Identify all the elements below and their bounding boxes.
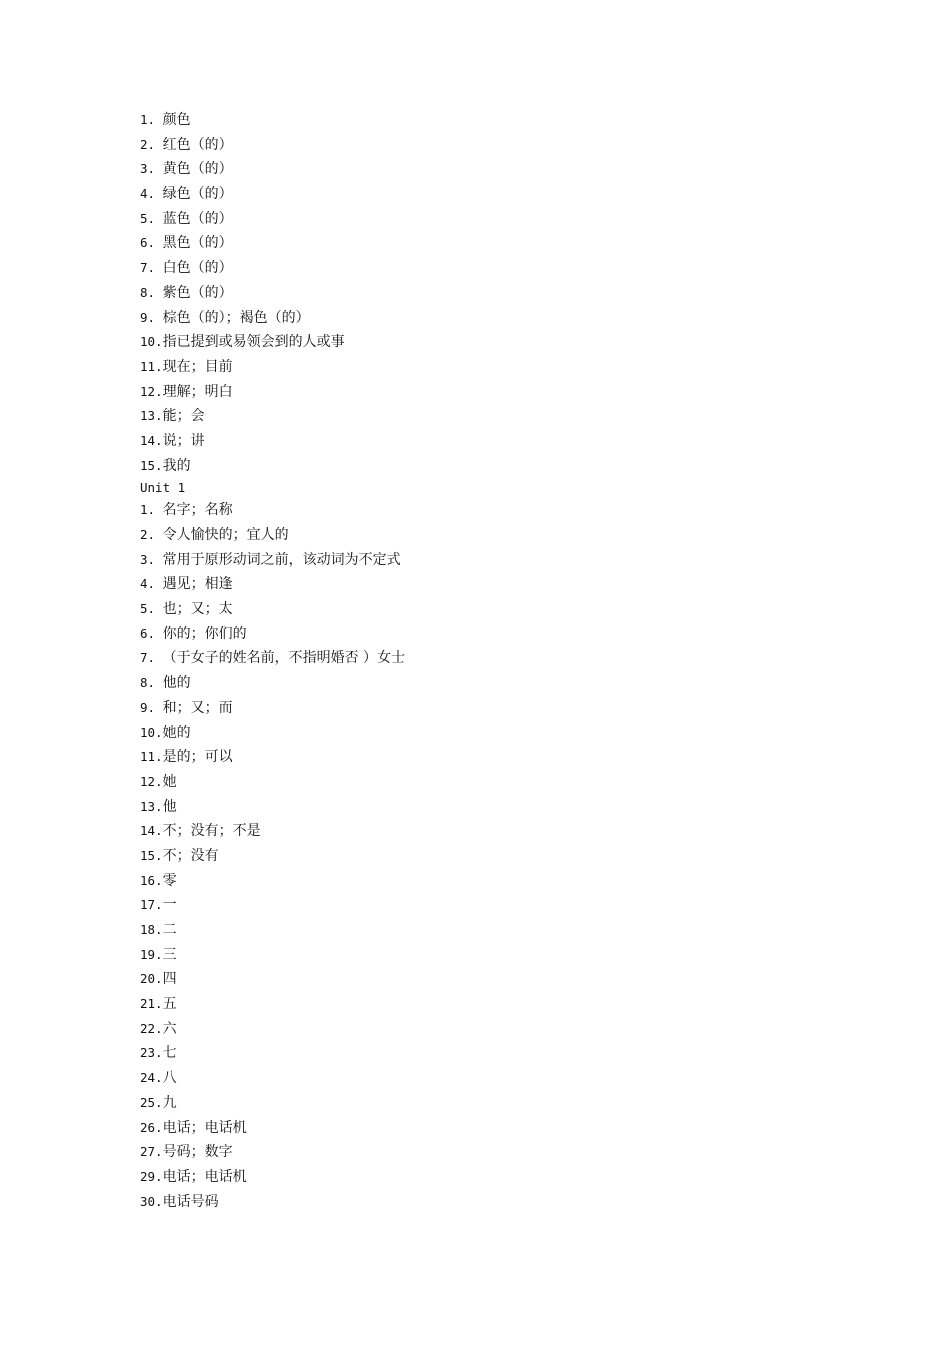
- list-item: [140, 1116, 405, 1141]
- item-text: 黑色（的）: [162, 235, 233, 252]
- list-item: [140, 1017, 405, 1042]
- item-text: 你的；你们的: [162, 625, 247, 642]
- item-text: 号码；数字: [162, 1144, 233, 1161]
- item-number: 10.: [140, 334, 163, 350]
- item-number: 3.: [140, 551, 163, 567]
- list-item: [140, 1041, 405, 1066]
- item-number: 2.: [140, 527, 163, 542]
- item-text: 理解；明白: [162, 383, 233, 400]
- item-number: 3.: [140, 161, 163, 177]
- list-item: [140, 770, 405, 795]
- item-text: 指已提到或易领会到的人或事: [162, 334, 345, 351]
- item-number: 4.: [140, 576, 163, 592]
- item-text: 六: [162, 1020, 177, 1037]
- item-text: （于女子的姓名前，不指明婚否 ）女士: [162, 650, 406, 667]
- item-text: 常用于原形动词之前，该动词为不定式: [162, 551, 401, 568]
- list-item: [140, 108, 405, 133]
- item-text: 能；会: [162, 408, 205, 425]
- item-text: 三: [162, 946, 177, 963]
- item-text: 紫色（的）: [162, 284, 233, 301]
- item-number: 6.: [140, 625, 163, 641]
- list-item: [140, 795, 405, 820]
- list-item: [140, 207, 405, 232]
- list-item: [140, 1190, 405, 1215]
- item-number: 2.: [140, 136, 163, 152]
- list-item: [140, 967, 405, 992]
- item-number: 24.: [140, 1070, 163, 1086]
- item-text: 红色（的）: [162, 136, 233, 153]
- list-item: [140, 523, 405, 548]
- item-number: 8.: [140, 284, 163, 300]
- item-text: 和；又；而: [162, 699, 233, 716]
- item-number: 14.: [140, 823, 163, 839]
- item-number: 29.: [140, 1168, 163, 1184]
- item-text: 遇见；相逢: [162, 576, 233, 593]
- list-item: [140, 943, 405, 968]
- item-number: 7.: [140, 650, 163, 666]
- item-number: 23.: [140, 1045, 163, 1061]
- item-text: 九: [162, 1094, 177, 1111]
- item-number: 25.: [140, 1094, 163, 1110]
- list-item: [140, 330, 405, 355]
- item-number: 13.: [140, 798, 163, 814]
- item-text: 八: [162, 1070, 177, 1087]
- list-item: [140, 622, 405, 647]
- list-item: [140, 380, 405, 405]
- item-text: 名字；名称: [162, 502, 233, 519]
- list-item: [140, 306, 405, 331]
- item-text: 不；没有: [162, 847, 219, 864]
- item-number: 7.: [140, 260, 163, 276]
- item-text: 颜色: [162, 112, 191, 128]
- list-item: [140, 646, 405, 671]
- list-item: [140, 1140, 405, 1165]
- item-number: 4.: [140, 186, 163, 202]
- item-text: 电话；电话机: [162, 1168, 247, 1185]
- item-text: 他的: [162, 675, 191, 692]
- list-item: [140, 454, 405, 479]
- item-number: 26.: [140, 1119, 163, 1135]
- item-text: 我的: [162, 457, 191, 474]
- item-number: 10.: [140, 724, 163, 740]
- item-number: 11.: [140, 358, 163, 374]
- list-item: [140, 844, 405, 869]
- list-item: [140, 256, 405, 281]
- item-text: 他: [162, 798, 177, 815]
- item-number: 19.: [140, 946, 163, 962]
- item-number: 1.: [140, 502, 163, 518]
- item-number: 9.: [140, 699, 163, 715]
- unit-heading: Unit 1: [140, 480, 186, 496]
- vocab-list-section-2: [140, 498, 405, 1214]
- list-item: [140, 992, 405, 1017]
- item-number: 27.: [140, 1144, 163, 1160]
- item-text: 电话号码: [162, 1193, 219, 1210]
- item-text: 五: [162, 996, 177, 1013]
- item-number: 20.: [140, 971, 163, 987]
- item-text: 四: [162, 971, 177, 988]
- item-text: 是的；可以: [162, 749, 233, 766]
- list-item: [140, 918, 405, 943]
- item-text: 黄色（的）: [162, 161, 233, 178]
- list-item: [140, 429, 405, 454]
- list-item: [140, 597, 405, 622]
- list-item: [140, 572, 405, 597]
- item-number: 6.: [140, 235, 163, 251]
- list-item: [140, 1165, 405, 1190]
- item-number: 30.: [140, 1193, 163, 1209]
- item-number: 17.: [140, 897, 163, 913]
- item-text: 棕色（的）；褐色（的）: [162, 309, 310, 326]
- item-number: 15.: [140, 457, 163, 473]
- list-item: [140, 893, 405, 918]
- item-number: 5.: [140, 210, 163, 226]
- list-item: [140, 182, 405, 207]
- item-number: 8.: [140, 675, 163, 691]
- item-text: 一: [162, 897, 177, 914]
- list-item: [140, 231, 405, 256]
- document-page: [140, 108, 405, 1214]
- item-number: 14.: [140, 432, 163, 448]
- item-number: 12.: [140, 773, 163, 789]
- item-text: 她的: [162, 724, 191, 741]
- item-text: 绿色（的）: [162, 186, 233, 203]
- list-item: [140, 721, 405, 746]
- item-number: 15.: [140, 847, 163, 863]
- list-item: [140, 281, 405, 306]
- item-text: 不；没有；不是: [162, 823, 261, 840]
- list-item: [140, 133, 405, 158]
- item-number: 22.: [140, 1020, 163, 1036]
- item-number: 11.: [140, 749, 163, 765]
- list-item: [140, 498, 405, 523]
- item-text: 现在；目前: [162, 358, 233, 375]
- item-number: 12.: [140, 383, 163, 399]
- item-number: 21.: [140, 996, 163, 1012]
- list-item: [140, 671, 405, 696]
- item-text: 令人愉快的；宜人的: [162, 527, 289, 543]
- item-text: 零: [162, 872, 177, 889]
- item-number: 16.: [140, 872, 163, 888]
- item-number: 13.: [140, 408, 163, 424]
- item-text: 她: [162, 773, 177, 790]
- item-text: 也；又；太: [162, 601, 233, 618]
- list-item: [140, 819, 405, 844]
- item-text: 电话；电话机: [162, 1119, 247, 1136]
- item-number: 1.: [140, 112, 163, 127]
- list-item: [140, 548, 405, 573]
- list-item: [140, 1091, 405, 1116]
- item-text: 二: [162, 922, 177, 938]
- item-text: 白色（的）: [162, 260, 233, 277]
- item-number: 18.: [140, 922, 163, 937]
- item-number: 5.: [140, 601, 163, 617]
- vocab-list-section-1: [140, 108, 405, 478]
- list-item: [140, 1066, 405, 1091]
- list-item: [140, 869, 405, 894]
- item-text: 七: [162, 1045, 177, 1062]
- list-item: [140, 696, 405, 721]
- list-item: [140, 745, 405, 770]
- item-text: 说；讲: [162, 432, 205, 449]
- list-item: [140, 157, 405, 182]
- list-item: [140, 404, 405, 429]
- item-number: 9.: [140, 309, 163, 325]
- list-item: [140, 355, 405, 380]
- item-text: 蓝色（的）: [162, 210, 233, 227]
